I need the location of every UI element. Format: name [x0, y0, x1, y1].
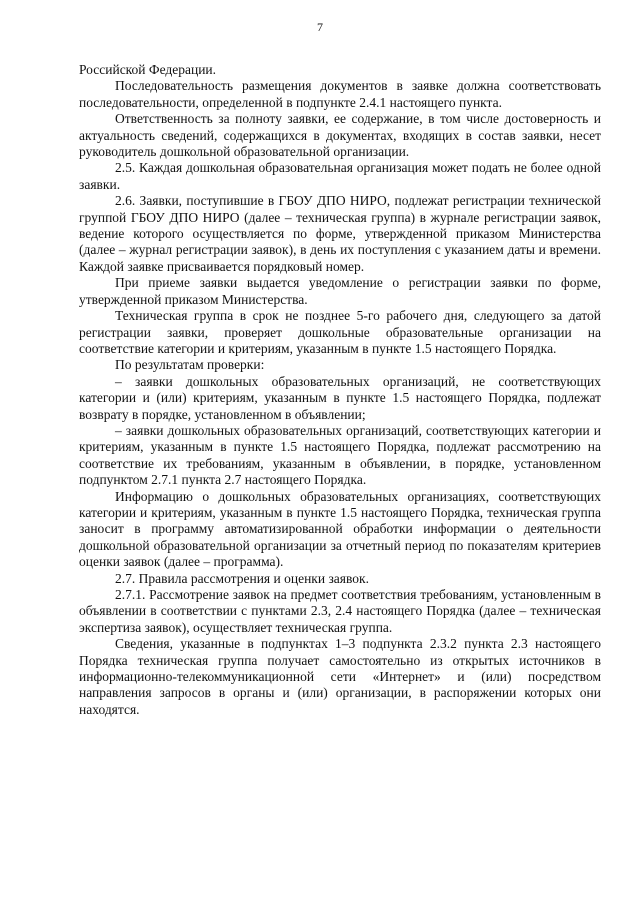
paragraph: Информацию о дошкольных образовательных организациях, соответствующих категории и критериям, указанным в пункте 1.5 настоящего Порядка, техническая группа заносит в программу автоматизированной обработки информации о деятельности дошкольной образовательной организации за отчетный период по показателям критериев оценки заявок (далее – программа). — [79, 488, 601, 570]
paragraph: Техническая группа в срок не позднее 5-го рабочего дня, следующего за датой регистрации заявки, проверяет дошкольные образовательные организации на соответствие категории и критериям, указанным в пункте 1.5 настоящего Порядка. — [79, 308, 601, 356]
paragraph: Последовательность размещения документов в заявке должна соответствовать последовательности, определенной в подпункте 2.4.1 настоящего пункта. — [79, 78, 601, 110]
list-item: – заявки дошкольных образовательных организаций, соответствующих категории и критериям, указанным в пункте 1.5 настоящего Порядка, подлежат рассмотрению на соответствие их требованиям, указанным в объявлении, в порядке, установленном подпунктом 2.7.1 пункта 2.7 настоящего Порядка. — [79, 422, 601, 488]
paragraph: При приеме заявки выдается уведомление о регистрации заявки по форме, утвержденной приказом Министерства. — [79, 275, 601, 307]
paragraph: По результатам проверки: — [115, 357, 265, 373]
paragraph: 2.6. Заявки, поступившие в ГБОУ ДПО НИРО, подлежат регистрации технической группой ГБОУ ДПО НИРО (далее – техническая группа) в журнале регистрации заявок, ведение которого осуществляется по форме, утвержденной приказом Министерства (далее – журнал регистрации заявок), в день их поступления с указанием даты и времени. Каждой заявке присваивается порядковый номер. — [79, 193, 601, 274]
section-heading: 2.7. Правила рассмотрения и оценки заявок. — [115, 570, 369, 586]
list-item: – заявки дошкольных образовательных организаций, не соответствующих категории и (или) критериям, указанным в пункте 1.5 настоящего Порядка, подлежат возврату в порядке, установленном в объявлении; — [79, 373, 601, 422]
paragraph: 2.5. Каждая дошкольная образовательная организация может подать не более одной заявки. — [79, 160, 601, 192]
paragraph: Сведения, указанные в подпунктах 1–3 подпункта 2.3.2 пункта 2.3 настоящего Порядка техническая группа получает самостоятельно из открытых источников в информационно-телекоммуникационной сети «Интернет» и (или) посредством направления запросов в органы и (или) организации, в распоряжении которых они находятся. — [79, 636, 601, 717]
paragraph: 2.7.1. Рассмотрение заявок на предмет соответствия требованиям, установленным в объявлении в соответствии с пунктами 2.3, 2.4 настоящего Порядка (далее – техническая экспертиза заявок), осуществляет техническая группа. — [79, 587, 601, 635]
paragraph: Российской Федерации. — [79, 62, 217, 77]
document-body — [79, 62, 601, 718]
page-number: 7 — [317, 20, 323, 34]
paragraph: Ответственность за полноту заявки, ее содержание, в том числе достоверность и актуальность сведений, содержащихся в документах, входящих в состав заявки, несет руководитель дошкольной образовательной организации. — [79, 111, 601, 160]
